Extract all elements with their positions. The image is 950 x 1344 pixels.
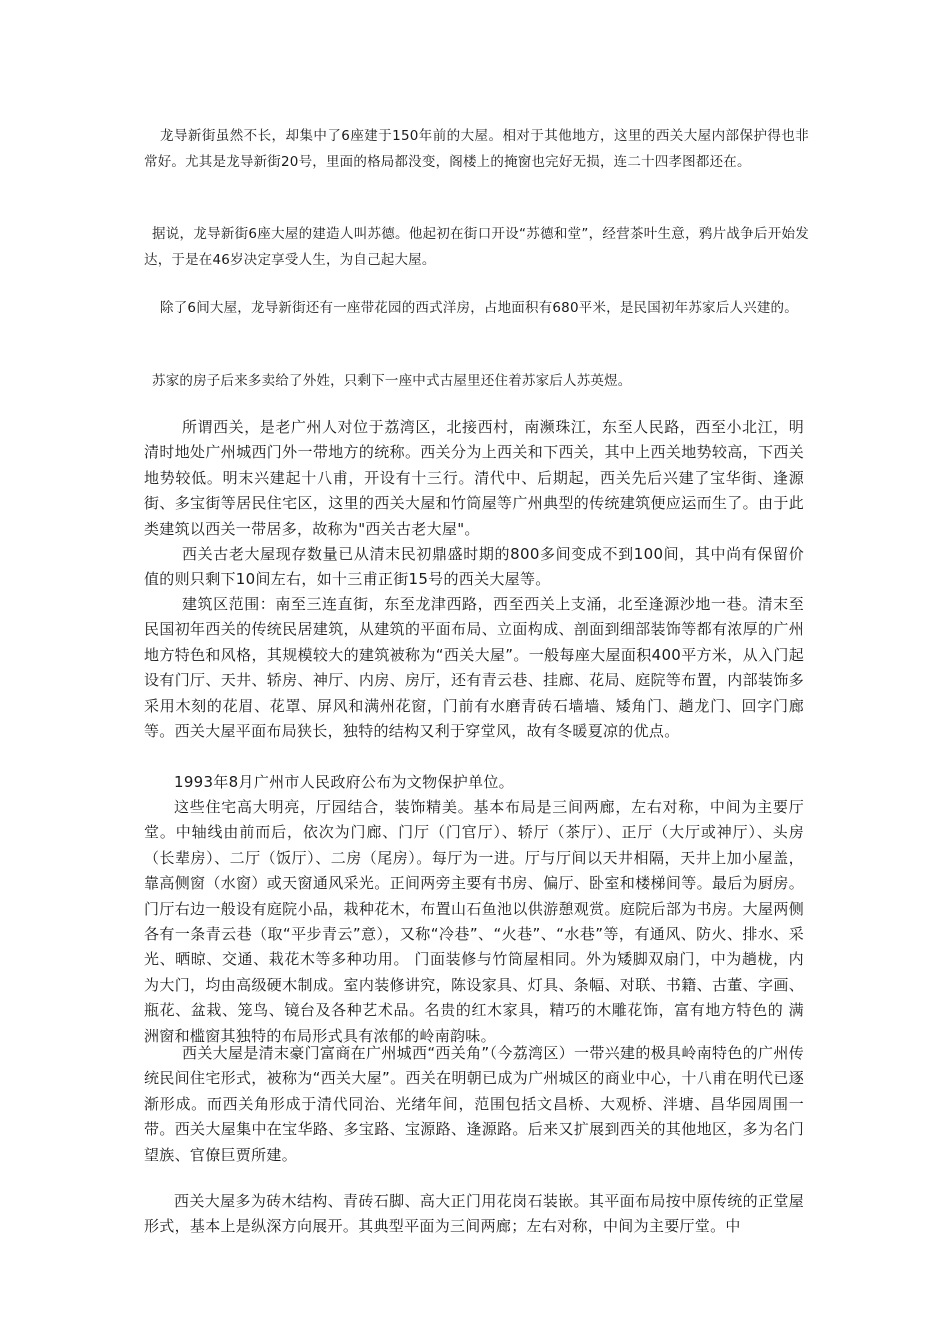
- paragraph-brick-structure: 西关大屋多为砖木结构、青砖石脚、高大正门用花岗石装嵌。其平面布局按中原传统的正堂屋形式，基本上是纵深方向展开。其典型平面为三间两廊；左右对称，中间为主要厅堂。中: [144, 1192, 804, 1236]
- paragraph-western-villa: 除了6间大屋，龙导新街还有一座带花园的西式洋房，占地面积有680平米，是民国初年苏家后人兴建的。: [160, 300, 798, 316]
- paragraph-su-de: 据说，龙导新街6座大屋的建造人叫苏德。他起初在街口开设“苏德和堂”，经营茶叶生意，鸦片战争后开始发达，于是在46岁决定享受人生，为自己起大屋。: [144, 226, 809, 268]
- paragraph-xiguan-quantity: 西关古老大屋现存数量已从清末民初鼎盛时期的800多间变成不到100间，其中尚有保留价值的则只剩下10间左右，如十三甫正街15号的西关大屋等。: [144, 545, 804, 589]
- paragraph-residence-layout: 这些住宅高大明亮，厅园结合，装饰精美。基本布局是三间两廊，左右对称，中间为主要厅堂。中轴线由前而后，依次为门廊、门厅（门官厅）、轿厅（茶厅）、正厅（大厅或神厅）、头房（长辈房）、二厅（饭厅）、二房（尾房）。每厅为一进。厅与厅间以天井相隔，天井上加小屋盖，靠高侧窗（水窗）或天窗通风采光。正间两旁主要有书房、偏厅、卧室和楼梯间等。最后为厨房。门厅右边一般设有庭院小品，栽种花木，布置山石鱼池以供游憩观赏。庭院后部为书房。大屋两侧各有一条青云巷（取“平步青云”意），又称“冷巷”、“火巷”、“水巷”等，有通风、防火、排水、采光、晒晾、交通、栽花木等多种功用。 门面装修与竹筒屋相同。外为矮脚双扇门，中为趟栊，内为大门，均由高级硬木制成。室内装修讲究，陈设家具、灯具、条幅、对联、书籍、古董、字画、瓶花、盆栽、笼鸟、镜台及各种艺术品。名贵的红木家具，精巧的木雕花饰，富有地方特色的 满洲窗和槛窗其独特的布局形式具有浓郁的岭南韵味。: [144, 798, 804, 1045]
- paragraph-longdao-street: 龙导新街虽然不长，却集中了6座建于150年前的大屋。相对于其他地方，这里的西关大屋内部保护得也非常好。尤其是龙导新街20号，里面的格局都没变，阁楼上的掩窗也完好无损，连二十四孝图都还在。: [144, 128, 809, 170]
- paragraph-protection-1993: 1993年8月广州市人民政府公布为文物保护单位。: [174, 773, 514, 791]
- paragraph-xiguan-big-house: 西关大屋是清末豪门富商在广州城西“西关角”（今荔湾区）一带兴建的极具岭南特色的广州传统民间住宅形式，被称为“西关大屋”。西关在明朝已成为广州城区的商业中心，十八甫在明代已逐渐形成。而西关角形成于清代同治、光绪年间，范围包括文昌桥、大观桥、泮塘、昌华园周围一带。西关大屋集中在宝华路、多宝路、宝源路、逢源路。后来又扩展到西关的其他地区，多为名门望族、官僚巨贾所建。: [144, 1044, 804, 1164]
- paragraph-building-area: 建筑区范围：南至三连直街，东至龙津西路，西至西关上支涌，北至逢源沙地一巷。清末至民国初年西关的传统民居建筑，从建筑的平面布局、立面构成、剖面到细部装饰等都有浓厚的广州地方特色和风格，其规模较大的建筑被称为“西关大屋”。一般每座大屋面积400平方米，从入门起设有门厅、天井、轿房、神厅、内房、房厅，还有青云巷、挂廊、花局、庭院等布置，内部装饰多采用木刻的花眉、花罩、屏风和满州花窗，门前有水磨青砖石墙墙、矮角门、趟龙门、回字门廊等。西关大屋平面布局狭长，独特的结构又利于穿堂风，故有冬暖夏凉的优点。: [144, 595, 804, 741]
- paragraph-xiguan-definition: 所谓西关，是老广州人对位于荔湾区，北接西村，南濒珠江，东至人民路，西至小北江，明清时地处广州城西门外一带地方的统称。西关分为上西关和下西关，其中上西关地势较高，下西关地势较低。明末兴建起十八甫，开设有十三行。清代中、后期起，西关先后兴建了宝华街、逢源街、多宝街等居民住宅区，这里的西关大屋和竹筒屋等广州典型的传统建筑便应运而生了。由于此类建筑以西关一带居多，故称为"西关古老大屋"。: [144, 418, 804, 538]
- paragraph-su-family-house: 苏家的房子后来多卖给了外姓，只剩下一座中式古屋里还住着苏家后人苏英煜。: [152, 373, 632, 389]
